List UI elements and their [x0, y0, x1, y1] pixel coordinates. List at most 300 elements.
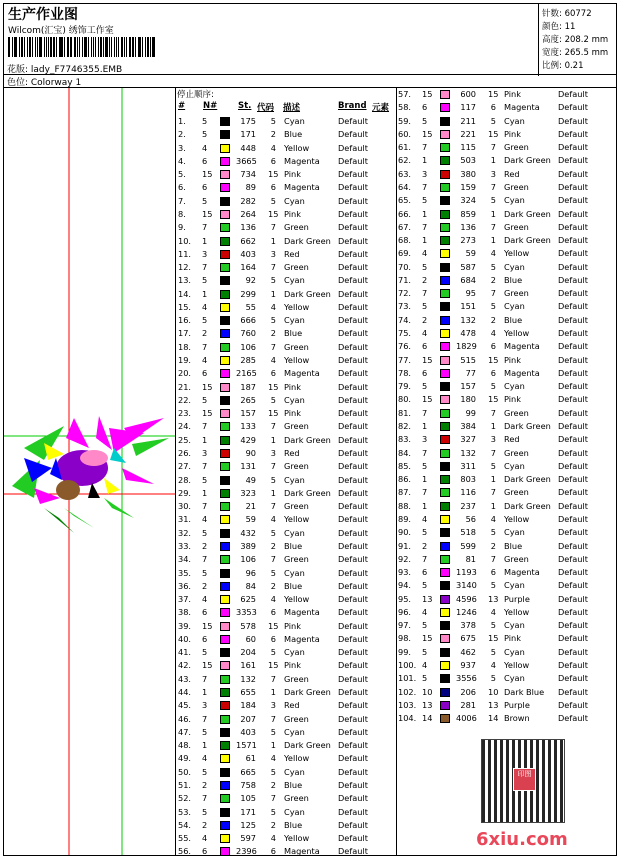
row-index: 7. [178, 195, 186, 206]
row-description: Purple [504, 593, 530, 604]
table-row [398, 566, 613, 579]
row-description: Magenta [284, 368, 320, 379]
row-description: Green [284, 554, 309, 565]
row-index: 44. [178, 687, 192, 698]
color-swatch [440, 302, 450, 311]
barcode [8, 37, 156, 57]
row-description: Blue [284, 328, 303, 339]
row-needle: 5 [202, 474, 208, 485]
row-brand: Default [558, 288, 588, 299]
row-description: Green [504, 487, 529, 498]
row-index: 72. [398, 288, 412, 299]
row-stitches: 60 [245, 633, 256, 644]
color-swatch [440, 608, 450, 617]
row-index: 46. [178, 713, 192, 724]
row-code: 1 [270, 740, 276, 751]
color-swatch [440, 688, 450, 697]
row-needle: 4 [202, 514, 208, 525]
row-stitches: 282 [240, 195, 256, 206]
table-row [178, 195, 393, 208]
row-needle: 2 [202, 328, 208, 339]
table-row [178, 460, 393, 473]
color-swatch [440, 475, 450, 484]
row-needle: 5 [202, 647, 208, 658]
row-code: 7 [270, 421, 276, 432]
table-row [398, 500, 613, 513]
row-needle: 7 [422, 181, 428, 192]
color-swatch [220, 821, 230, 830]
row-needle: 4 [202, 833, 208, 844]
row-needle: 5 [202, 129, 208, 140]
color-swatch [220, 436, 230, 445]
row-brand: Default [558, 195, 588, 206]
row-brand: Default [338, 846, 368, 857]
row-needle: 4 [422, 328, 428, 339]
table-row [398, 407, 613, 420]
row-stitches: 285 [240, 355, 256, 366]
color-swatch [220, 383, 230, 392]
row-needle: 5 [202, 116, 208, 126]
row-code: 5 [270, 766, 276, 777]
color-swatch [220, 808, 230, 817]
color-swatch [220, 635, 230, 644]
table-row [178, 327, 393, 340]
row-brand: Default [558, 274, 588, 285]
row-description: Magenta [504, 367, 540, 378]
row-index: 21. [178, 381, 192, 392]
row-stitches: 106 [240, 554, 256, 565]
row-brand: Default [558, 686, 588, 697]
row-brand: Default [338, 341, 368, 352]
color-swatch [440, 435, 450, 444]
table-row [178, 659, 393, 672]
row-stitches: 1246 [456, 606, 477, 617]
row-stitches: 136 [240, 222, 256, 233]
row-brand: Default [338, 700, 368, 711]
row-description: Blue [504, 314, 523, 325]
row-stitches: 184 [240, 700, 256, 711]
color-swatch [440, 515, 450, 524]
row-code: 6 [270, 368, 276, 379]
row-index: 31. [178, 514, 192, 525]
row-brand: Default [558, 527, 588, 538]
row-needle: 2 [202, 540, 208, 551]
color-swatch [220, 183, 230, 192]
row-needle: 7 [422, 221, 428, 232]
color-swatch [440, 595, 450, 604]
row-needle: 5 [202, 567, 208, 578]
color-swatch [440, 621, 450, 630]
row-index: 93. [398, 567, 412, 578]
table-row [398, 632, 613, 645]
row-description: Dark Green [504, 500, 551, 511]
row-needle: 1 [422, 155, 428, 166]
color-swatch [220, 529, 230, 538]
table-row [398, 540, 613, 553]
row-description: Brown [504, 713, 530, 724]
row-stitches: 600 [460, 89, 476, 99]
table-row [398, 447, 613, 460]
row-brand: Default [338, 129, 368, 140]
color-swatch [440, 581, 450, 590]
row-stitches: 2165 [236, 368, 257, 379]
row-index: 17. [178, 328, 192, 339]
row-description: Green [504, 181, 529, 192]
table-row [398, 314, 613, 327]
row-brand: Default [338, 806, 368, 817]
color-swatch [440, 395, 450, 404]
row-stitches: 4596 [456, 593, 477, 604]
row-index: 98. [398, 633, 412, 644]
row-stitches: 3353 [236, 607, 257, 618]
row-needle: 5 [422, 673, 428, 684]
row-code: 4 [270, 142, 276, 153]
row-stitches: 758 [240, 780, 256, 790]
row-code: 15 [488, 89, 499, 99]
row-description: Cyan [284, 527, 305, 538]
color-swatch [220, 396, 230, 405]
row-brand: Default [338, 753, 368, 764]
table-row [398, 393, 613, 406]
row-description: Dark Green [284, 487, 331, 498]
color-swatch [440, 422, 450, 431]
row-brand: Default [558, 235, 588, 246]
row-brand: Default [558, 394, 588, 405]
row-index: 61. [398, 142, 412, 153]
row-description: Blue [504, 274, 523, 285]
row-code: 7 [270, 222, 276, 233]
row-description: Cyan [504, 620, 525, 631]
row-needle: 5 [202, 806, 208, 817]
table-row [178, 235, 393, 248]
row-code: 7 [490, 447, 496, 458]
row-index: 59. [398, 115, 412, 126]
row-brand: Default [558, 699, 588, 710]
row-brand: Default [338, 780, 368, 790]
row-stitches: 323 [240, 487, 256, 498]
row-description: Green [284, 341, 309, 352]
row-code: 1 [270, 235, 276, 246]
row-code: 6 [270, 607, 276, 618]
row-stitches: 518 [460, 527, 476, 538]
row-code: 7 [270, 262, 276, 273]
color-swatch [220, 688, 230, 697]
row-needle: 7 [422, 288, 428, 299]
design-width: 宽度: 265.5 mm [542, 48, 609, 58]
row-code: 3 [270, 248, 276, 259]
row-index: 71. [398, 274, 412, 285]
row-needle: 7 [202, 341, 208, 352]
row-brand: Default [558, 513, 588, 524]
row-needle: 1 [422, 474, 428, 485]
color-swatch [440, 316, 450, 325]
row-index: 55. [178, 833, 192, 844]
row-brand: Default [338, 514, 368, 525]
row-code: 5 [270, 394, 276, 405]
row-needle: 7 [422, 142, 428, 153]
row-brand: Default [338, 142, 368, 153]
color-swatch [220, 422, 230, 431]
row-stitches: 117 [460, 102, 476, 113]
row-needle: 1 [422, 235, 428, 246]
row-needle: 2 [202, 780, 208, 790]
row-brand: Default [338, 222, 368, 233]
row-description: Blue [504, 540, 523, 551]
table-row [178, 168, 393, 181]
row-brand: Default [558, 567, 588, 578]
row-index: 30. [178, 501, 192, 512]
row-brand: Default [338, 182, 368, 193]
row-description: Blue [284, 129, 303, 140]
row-stitches: 4006 [456, 713, 477, 724]
row-description: Red [504, 434, 520, 445]
table-row [178, 792, 393, 805]
row-stitches: 237 [460, 500, 476, 511]
row-brand: Default [338, 793, 368, 804]
row-needle: 15 [422, 633, 433, 644]
row-index: 66. [398, 208, 412, 219]
color-swatch [440, 103, 450, 112]
color-swatch [220, 542, 230, 551]
row-index: 70. [398, 261, 412, 272]
row-brand: Default [338, 328, 368, 339]
row-stitches: 187 [240, 381, 256, 392]
row-stitches: 3665 [236, 155, 257, 166]
row-brand: Default [338, 381, 368, 392]
row-needle: 5 [202, 726, 208, 737]
row-description: Magenta [284, 633, 320, 644]
row-index: 79. [398, 381, 412, 392]
row-needle: 1 [202, 235, 208, 246]
color-swatch [440, 661, 450, 670]
table-row [398, 101, 613, 114]
row-brand: Default [558, 341, 588, 352]
table-row [178, 354, 393, 367]
table-row [178, 274, 393, 287]
row-description: Magenta [504, 567, 540, 578]
row-brand: Default [558, 713, 588, 724]
color-swatch [220, 502, 230, 511]
row-code: 4 [270, 594, 276, 605]
color-swatch [220, 675, 230, 684]
row-description: Green [504, 142, 529, 153]
color-swatch [440, 130, 450, 139]
row-description: Cyan [504, 527, 525, 538]
row-description: Cyan [504, 261, 525, 272]
row-stitches: 164 [240, 262, 256, 273]
row-description: Cyan [284, 474, 305, 485]
row-brand: Default [558, 447, 588, 458]
row-index: 14. [178, 288, 192, 299]
row-stitches: 136 [460, 221, 476, 232]
row-index: 53. [178, 806, 192, 817]
table-row [178, 713, 393, 726]
row-index: 50. [178, 766, 192, 777]
row-brand: Default [338, 275, 368, 286]
row-stitches: 599 [460, 540, 476, 551]
row-index: 86. [398, 474, 412, 485]
row-code: 1 [490, 235, 496, 246]
table-row [178, 142, 393, 155]
row-brand: Default [338, 567, 368, 578]
row-index: 97. [398, 620, 412, 631]
row-needle: 15 [422, 394, 433, 405]
row-index: 94. [398, 580, 412, 591]
row-description: Magenta [504, 341, 540, 352]
row-index: 82. [398, 421, 412, 431]
row-index: 63. [398, 168, 412, 179]
table-row [178, 128, 393, 141]
row-index: 23. [178, 408, 192, 419]
design-scale: 比例: 0.21 [542, 61, 584, 71]
row-needle: 6 [202, 155, 208, 166]
table-row [178, 434, 393, 447]
row-brand: Default [558, 633, 588, 644]
row-code: 6 [270, 155, 276, 166]
table-row [178, 181, 393, 194]
row-brand: Default [338, 355, 368, 366]
row-index: 69. [398, 248, 412, 259]
color-swatch [440, 502, 450, 511]
color-swatch [440, 249, 450, 258]
row-code: 7 [270, 501, 276, 512]
row-index: 20. [178, 368, 192, 379]
row-code: 4 [490, 248, 496, 259]
row-index: 45. [178, 700, 192, 711]
row-description: Blue [284, 780, 303, 790]
table-row [398, 460, 613, 473]
row-description: Green [284, 501, 309, 512]
color-swatch [440, 236, 450, 245]
column-divider [396, 87, 397, 856]
color-swatch [440, 170, 450, 179]
row-index: 5. [178, 169, 186, 180]
row-code: 6 [490, 567, 496, 578]
row-brand: Default [338, 448, 368, 458]
row-brand: Default [558, 248, 588, 259]
row-code: 2 [270, 129, 276, 140]
row-index: 67. [398, 221, 412, 232]
table-row [398, 115, 613, 128]
row-stitches: 132 [460, 447, 476, 458]
row-code: 4 [270, 833, 276, 844]
row-index: 62. [398, 155, 412, 166]
row-brand: Default [558, 115, 588, 126]
row-index: 74. [398, 314, 412, 325]
row-brand: Default [558, 221, 588, 232]
row-description: Yellow [504, 660, 530, 671]
row-needle: 7 [202, 554, 208, 565]
table-row [178, 819, 393, 832]
row-stitches: 56 [465, 513, 476, 524]
color-swatch [220, 449, 230, 458]
color-swatch [220, 569, 230, 578]
row-brand: Default [338, 421, 368, 432]
row-brand: Default [558, 208, 588, 219]
row-index: 28. [178, 474, 192, 485]
row-index: 26. [178, 448, 192, 458]
color-swatch [440, 263, 450, 272]
color-swatch [220, 316, 230, 325]
table-row [398, 659, 613, 672]
row-code: 5 [490, 261, 496, 272]
row-needle: 15 [202, 381, 213, 392]
row-description: Cyan [504, 115, 525, 126]
row-description: Cyan [504, 381, 525, 392]
col-header-index: # [178, 101, 186, 111]
row-description: Yellow [284, 142, 310, 153]
table-row [178, 314, 393, 327]
row-brand: Default [558, 407, 588, 418]
row-description: Green [504, 407, 529, 418]
table-row [398, 154, 613, 167]
row-needle: 4 [422, 660, 428, 671]
row-code: 7 [490, 553, 496, 564]
row-stitches: 684 [460, 274, 476, 285]
spec-divider [538, 3, 539, 76]
row-description: Dark Green [504, 235, 551, 246]
table-row [178, 301, 393, 314]
table-row [178, 248, 393, 261]
row-description: Dark Blue [504, 686, 545, 697]
row-description: Pink [284, 208, 301, 219]
color-swatch [440, 210, 450, 219]
row-code: 2 [270, 580, 276, 591]
row-index: 42. [178, 660, 192, 671]
row-code: 1 [270, 434, 276, 445]
row-brand: Default [558, 660, 588, 671]
row-index: 39. [178, 620, 192, 631]
row-code: 14 [488, 713, 499, 724]
row-code: 5 [270, 474, 276, 485]
row-index: 9. [178, 222, 186, 233]
row-code: 4 [270, 753, 276, 764]
table-row [178, 487, 393, 500]
row-stitches: 380 [460, 168, 476, 179]
color-swatch [220, 197, 230, 206]
color-swatch [220, 595, 230, 604]
row-needle: 5 [422, 381, 428, 392]
table-row [178, 633, 393, 646]
row-index: 64. [398, 181, 412, 192]
row-code: 3 [490, 168, 496, 179]
row-needle: 6 [202, 846, 208, 857]
row-code: 4 [270, 355, 276, 366]
row-needle: 15 [202, 620, 213, 631]
row-description: Cyan [284, 806, 305, 817]
table-row [398, 420, 613, 433]
row-index: 19. [178, 355, 192, 366]
row-brand: Default [558, 434, 588, 445]
row-code: 5 [270, 647, 276, 658]
row-brand: Default [558, 367, 588, 378]
table-row [178, 580, 393, 593]
row-code: 7 [490, 221, 496, 232]
table-row [178, 341, 393, 354]
row-index: 101. [398, 673, 417, 684]
color-swatch [220, 834, 230, 843]
row-needle: 2 [422, 540, 428, 551]
table-row [178, 686, 393, 699]
table-row [178, 367, 393, 380]
table-row [398, 619, 613, 632]
row-code: 4 [490, 606, 496, 617]
row-needle: 4 [202, 142, 208, 153]
row-code: 2 [270, 780, 276, 790]
row-index: 43. [178, 673, 192, 684]
row-index: 32. [178, 527, 192, 538]
color-swatch [440, 143, 450, 152]
